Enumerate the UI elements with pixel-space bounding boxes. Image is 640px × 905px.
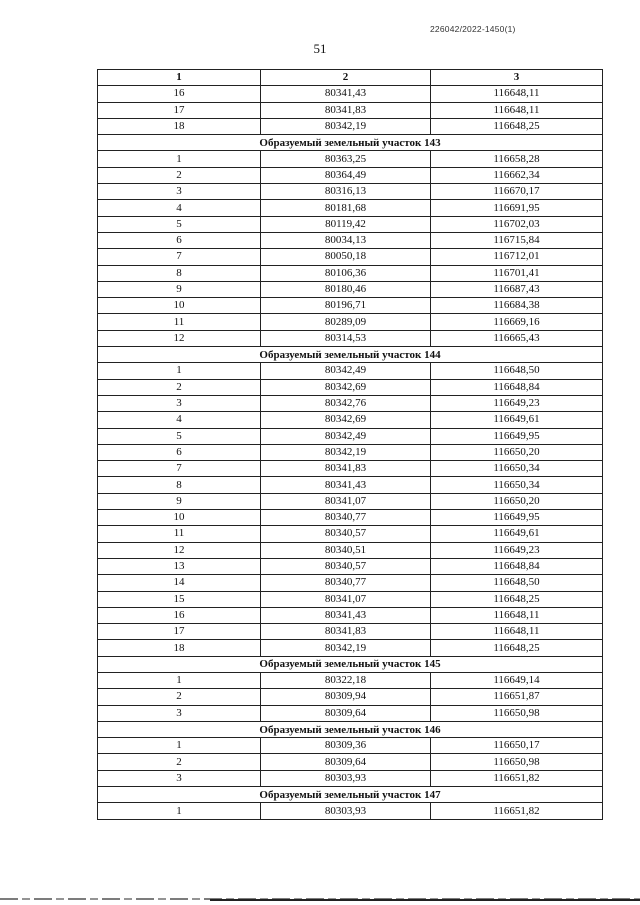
y-coordinate-cell: 116650,34 — [493, 478, 540, 491]
point-number-cell: 8 — [98, 266, 261, 281]
section-title: Образуемый земельный участок 143 — [259, 136, 441, 149]
point-number-cell: 1 — [98, 803, 261, 818]
y-coordinate-cell: 116648,11 — [493, 87, 540, 100]
point-number-cell: 12 — [98, 543, 261, 558]
x-coordinate-cell: 80341,07 — [261, 494, 431, 509]
table-row — [98, 494, 602, 510]
y-coordinate-cell: 116650,20 — [493, 494, 540, 507]
section-title-row — [98, 657, 602, 673]
y-coordinate-cell: 116649,14 — [493, 674, 540, 687]
point-number-cell: 14 — [98, 575, 261, 590]
y-coordinate-cell: 116648,11 — [493, 608, 540, 621]
y-coordinate-cell: 116651,82 — [493, 771, 540, 784]
section-title-row — [98, 722, 602, 738]
x-coordinate-cell: 80196,71 — [261, 298, 431, 313]
table-row — [98, 543, 602, 559]
y-coordinate-cell: 116662,34 — [493, 168, 540, 181]
table-row — [98, 249, 602, 265]
point-number-cell: 4 — [98, 200, 261, 215]
table-row — [98, 412, 602, 428]
section-title-row — [98, 347, 602, 363]
x-coordinate-cell: 80309,64 — [261, 706, 431, 721]
table-row — [98, 673, 602, 689]
x-coordinate-cell: 80342,76 — [261, 396, 431, 411]
y-coordinate-cell: 116715,84 — [493, 234, 540, 247]
y-coordinate-cell: 116691,95 — [493, 201, 540, 214]
table-row — [98, 119, 602, 135]
point-number-cell: 11 — [98, 526, 261, 541]
y-coordinate-cell: 116712,01 — [493, 250, 540, 263]
point-number-cell: 2 — [98, 689, 261, 704]
point-number-cell: 6 — [98, 233, 261, 248]
x-coordinate-cell: 80314,53 — [261, 331, 431, 346]
x-coordinate-cell: 80342,69 — [261, 380, 431, 395]
y-coordinate-cell: 116649,95 — [493, 511, 540, 524]
y-coordinate-cell: 116648,25 — [493, 592, 540, 605]
point-number-cell: 3 — [98, 706, 261, 721]
table-row — [98, 526, 602, 542]
x-coordinate-cell: 80341,43 — [261, 608, 431, 623]
point-number-cell: 7 — [98, 461, 261, 476]
x-coordinate-cell: 80340,57 — [261, 526, 431, 541]
point-number-cell: 3 — [98, 771, 261, 786]
x-coordinate-cell: 80341,43 — [261, 477, 431, 492]
x-coordinate-cell: 80342,19 — [261, 119, 431, 134]
x-coordinate-cell: 80289,09 — [261, 314, 431, 329]
table-row — [98, 510, 602, 526]
point-number-cell: 3 — [98, 184, 261, 199]
x-coordinate-cell: 80341,07 — [261, 592, 431, 607]
y-coordinate-cell: 116648,25 — [493, 641, 540, 654]
point-number-cell: 16 — [98, 86, 261, 101]
table-row — [98, 461, 602, 477]
point-number-cell: 9 — [98, 494, 261, 509]
y-coordinate-cell: 116650,34 — [493, 462, 540, 475]
y-coordinate-cell: 116649,23 — [493, 543, 540, 556]
point-number-cell: 1 — [98, 151, 261, 166]
point-number-cell: 8 — [98, 477, 261, 492]
point-number-cell: 17 — [98, 624, 261, 639]
table-row — [98, 331, 602, 347]
y-coordinate-cell: 116670,17 — [493, 185, 540, 198]
table-row — [98, 363, 602, 379]
table-row — [98, 314, 602, 330]
y-coordinate-cell: 116651,82 — [493, 804, 540, 817]
table-row — [98, 86, 602, 102]
section-title: Образуемый земельный участок 146 — [259, 723, 441, 736]
x-coordinate-cell: 80316,13 — [261, 184, 431, 199]
table-row — [98, 217, 602, 233]
table-row — [98, 477, 602, 493]
x-coordinate-cell: 80181,68 — [261, 200, 431, 215]
point-number-cell: 2 — [98, 754, 261, 769]
x-coordinate-cell: 80340,77 — [261, 575, 431, 590]
y-coordinate-cell: 116649,95 — [493, 429, 540, 442]
x-coordinate-cell: 80342,49 — [261, 363, 431, 378]
point-number-cell: 4 — [98, 412, 261, 427]
point-number-cell: 2 — [98, 168, 261, 183]
table-row — [98, 754, 602, 770]
x-coordinate-cell: 80303,93 — [261, 803, 431, 818]
x-coordinate-cell: 80342,69 — [261, 412, 431, 427]
y-coordinate-cell: 116669,16 — [493, 315, 540, 328]
point-number-cell: 13 — [98, 559, 261, 574]
table-header-row — [98, 70, 602, 86]
header-cell-2: 2 — [261, 70, 431, 85]
y-coordinate-cell: 116687,43 — [493, 283, 540, 295]
y-coordinate-cell: 116648,84 — [493, 380, 540, 393]
table-row — [98, 771, 602, 787]
table-row — [98, 151, 602, 167]
table-row — [98, 282, 602, 298]
coordinates-table — [97, 69, 603, 820]
header-cell-1: 1 — [98, 70, 261, 85]
point-number-cell: 1 — [98, 738, 261, 753]
x-coordinate-cell: 80050,18 — [261, 249, 431, 264]
table-row — [98, 184, 602, 200]
table-row — [98, 168, 602, 184]
y-coordinate-cell: 116649,23 — [493, 397, 540, 410]
y-coordinate-cell: 116665,43 — [493, 331, 540, 344]
table-row — [98, 266, 602, 282]
x-coordinate-cell: 80341,83 — [261, 624, 431, 639]
point-number-cell: 5 — [98, 217, 261, 232]
y-coordinate-cell: 116648,11 — [493, 625, 540, 638]
table-row — [98, 624, 602, 640]
x-coordinate-cell: 80309,94 — [261, 689, 431, 704]
x-coordinate-cell: 80309,64 — [261, 754, 431, 769]
x-coordinate-cell: 80309,36 — [261, 738, 431, 753]
header-cell-3: 3 — [513, 71, 520, 84]
y-coordinate-cell: 116648,50 — [493, 364, 540, 377]
table-row — [98, 380, 602, 396]
section-title-row — [98, 787, 602, 803]
x-coordinate-cell: 80034,13 — [261, 233, 431, 248]
point-number-cell: 9 — [98, 282, 261, 297]
y-coordinate-cell: 116648,25 — [493, 120, 540, 133]
x-coordinate-cell: 80363,25 — [261, 151, 431, 166]
x-coordinate-cell: 80341,83 — [261, 461, 431, 476]
x-coordinate-cell: 80322,18 — [261, 673, 431, 688]
x-coordinate-cell: 80341,83 — [261, 103, 431, 118]
point-number-cell: 3 — [98, 396, 261, 411]
table-row — [98, 592, 602, 608]
document-number: 226042/2022-1450(1) — [430, 24, 516, 34]
y-coordinate-cell: 116649,61 — [493, 413, 540, 426]
point-number-cell: 7 — [98, 249, 261, 264]
point-number-cell: 10 — [98, 510, 261, 525]
point-number-cell: 16 — [98, 608, 261, 623]
y-coordinate-cell: 116702,03 — [493, 217, 540, 230]
y-coordinate-cell: 116701,41 — [493, 266, 540, 279]
x-coordinate-cell: 80340,51 — [261, 543, 431, 558]
x-coordinate-cell: 80340,77 — [261, 510, 431, 525]
table-row — [98, 640, 602, 656]
page-number: 51 — [313, 41, 327, 56]
y-coordinate-cell: 116648,84 — [493, 560, 540, 573]
y-coordinate-cell: 116649,61 — [493, 527, 540, 540]
section-title-row — [98, 135, 602, 151]
table-row — [98, 608, 602, 624]
table-row — [98, 803, 602, 819]
x-coordinate-cell: 80106,36 — [261, 266, 431, 281]
x-coordinate-cell: 80340,57 — [261, 559, 431, 574]
x-coordinate-cell: 80119,42 — [261, 217, 431, 232]
footer-rule — [210, 899, 640, 901]
section-title: Образуемый земельный участок 147 — [259, 788, 441, 801]
table-row — [98, 298, 602, 314]
x-coordinate-cell: 80341,43 — [261, 86, 431, 101]
x-coordinate-cell: 80342,49 — [261, 429, 431, 444]
y-coordinate-cell: 116684,38 — [493, 299, 540, 312]
point-number-cell: 2 — [98, 380, 261, 395]
section-title: Образуемый земельный участок 145 — [259, 658, 441, 671]
y-coordinate-cell: 116650,98 — [493, 755, 540, 768]
table-row — [98, 706, 602, 722]
point-number-cell: 18 — [98, 640, 261, 655]
y-coordinate-cell: 116650,17 — [493, 739, 540, 752]
table-row — [98, 233, 602, 249]
point-number-cell: 10 — [98, 298, 261, 313]
table-row — [98, 445, 602, 461]
y-coordinate-cell: 116650,20 — [493, 445, 540, 458]
table-row — [98, 429, 602, 445]
point-number-cell: 5 — [98, 429, 261, 444]
table-row — [98, 200, 602, 216]
section-title: Образуемый земельный участок 144 — [259, 348, 441, 361]
y-coordinate-cell: 116648,11 — [493, 103, 540, 116]
y-coordinate-cell: 116648,50 — [493, 576, 540, 589]
point-number-cell: 17 — [98, 103, 261, 118]
point-number-cell: 6 — [98, 445, 261, 460]
x-coordinate-cell: 80364,49 — [261, 168, 431, 183]
x-coordinate-cell: 80342,19 — [261, 445, 431, 460]
y-coordinate-cell: 116650,98 — [493, 706, 540, 719]
point-number-cell: 18 — [98, 119, 261, 134]
table-row — [98, 689, 602, 705]
x-coordinate-cell: 80303,93 — [261, 771, 431, 786]
table-row — [98, 575, 602, 591]
point-number-cell: 15 — [98, 592, 261, 607]
table-row — [98, 738, 602, 754]
point-number-cell: 12 — [98, 331, 261, 346]
table-row — [98, 396, 602, 412]
point-number-cell: 11 — [98, 314, 261, 329]
table-row — [98, 559, 602, 575]
table-row — [98, 103, 602, 119]
x-coordinate-cell: 80342,19 — [261, 640, 431, 655]
x-coordinate-cell: 80180,46 — [261, 282, 431, 297]
point-number-cell: 1 — [98, 673, 261, 688]
y-coordinate-cell: 116658,28 — [493, 152, 540, 165]
point-number-cell: 1 — [98, 363, 261, 378]
y-coordinate-cell: 116651,87 — [493, 690, 540, 703]
